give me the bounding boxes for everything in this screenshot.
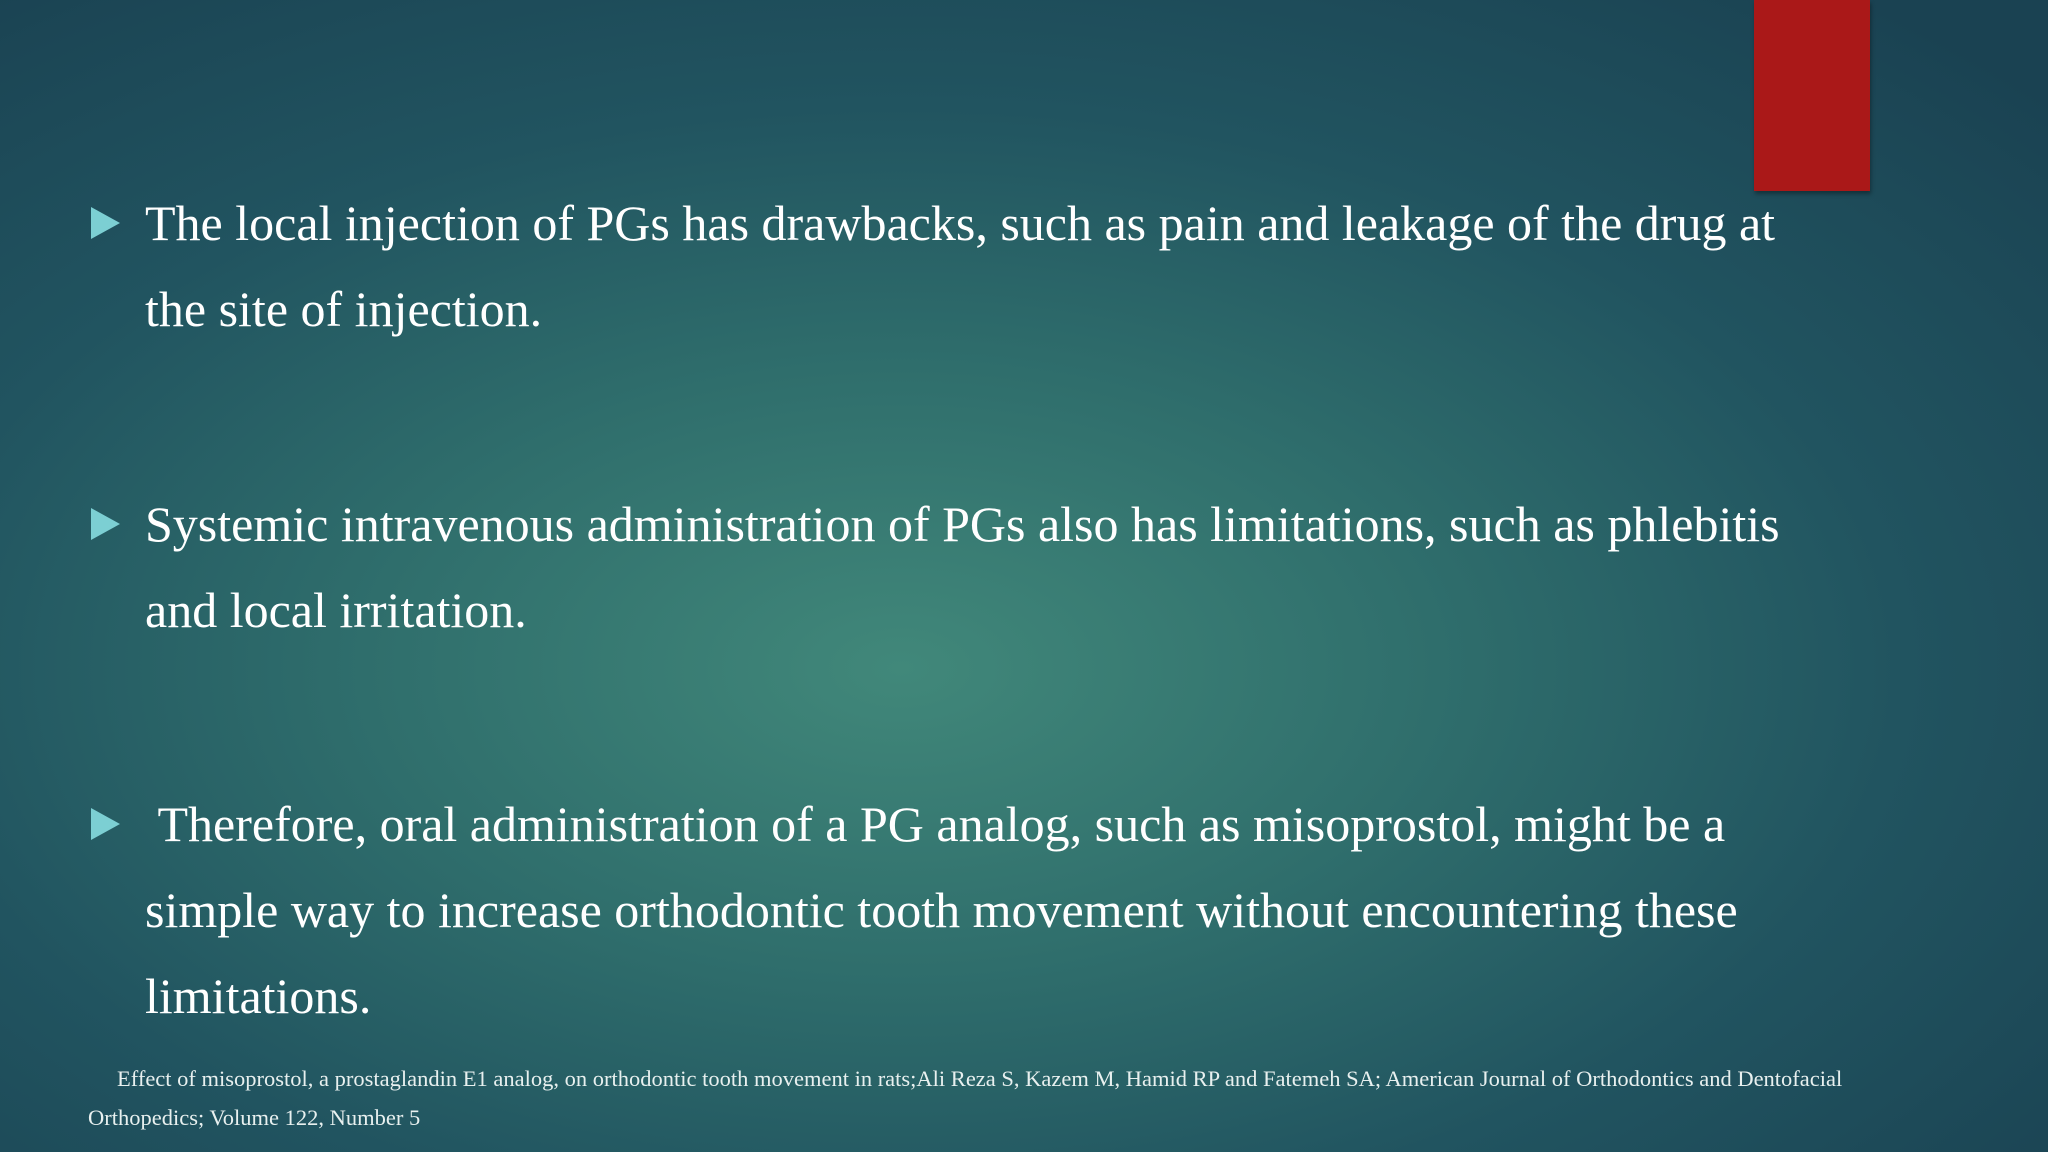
- bullet-text: The local injection of PGs has drawbacks, such as pain and leakage of the drug at the site of injection.: [145, 195, 1788, 337]
- triangle-right-icon: [91, 508, 120, 540]
- red-accent-bar: [1754, 0, 1870, 191]
- bullet-text: Systemic intravenous administration of PGs also has limitations, such as phlebitis and local irritation.: [145, 496, 1793, 638]
- citation-footnote: Effect of misoprostol, a prostaglandin E1 analog, on orthodontic tooth movement in rats;Ali Reza S, Kazem M, Hamid RP and Fatemeh SA; American Journal of Orthodontics and Dentofacial Orthopedics; Volume 122, Number 5: [88, 1066, 1843, 1130]
- triangle-right-icon: [91, 207, 120, 239]
- triangle-right-icon: [91, 808, 120, 840]
- bullet-text: Therefore, oral administration of a PG analog, such as misoprostol, might be a simple way to increase orthodontic tooth movement without encountering these limitations.: [145, 796, 1751, 1024]
